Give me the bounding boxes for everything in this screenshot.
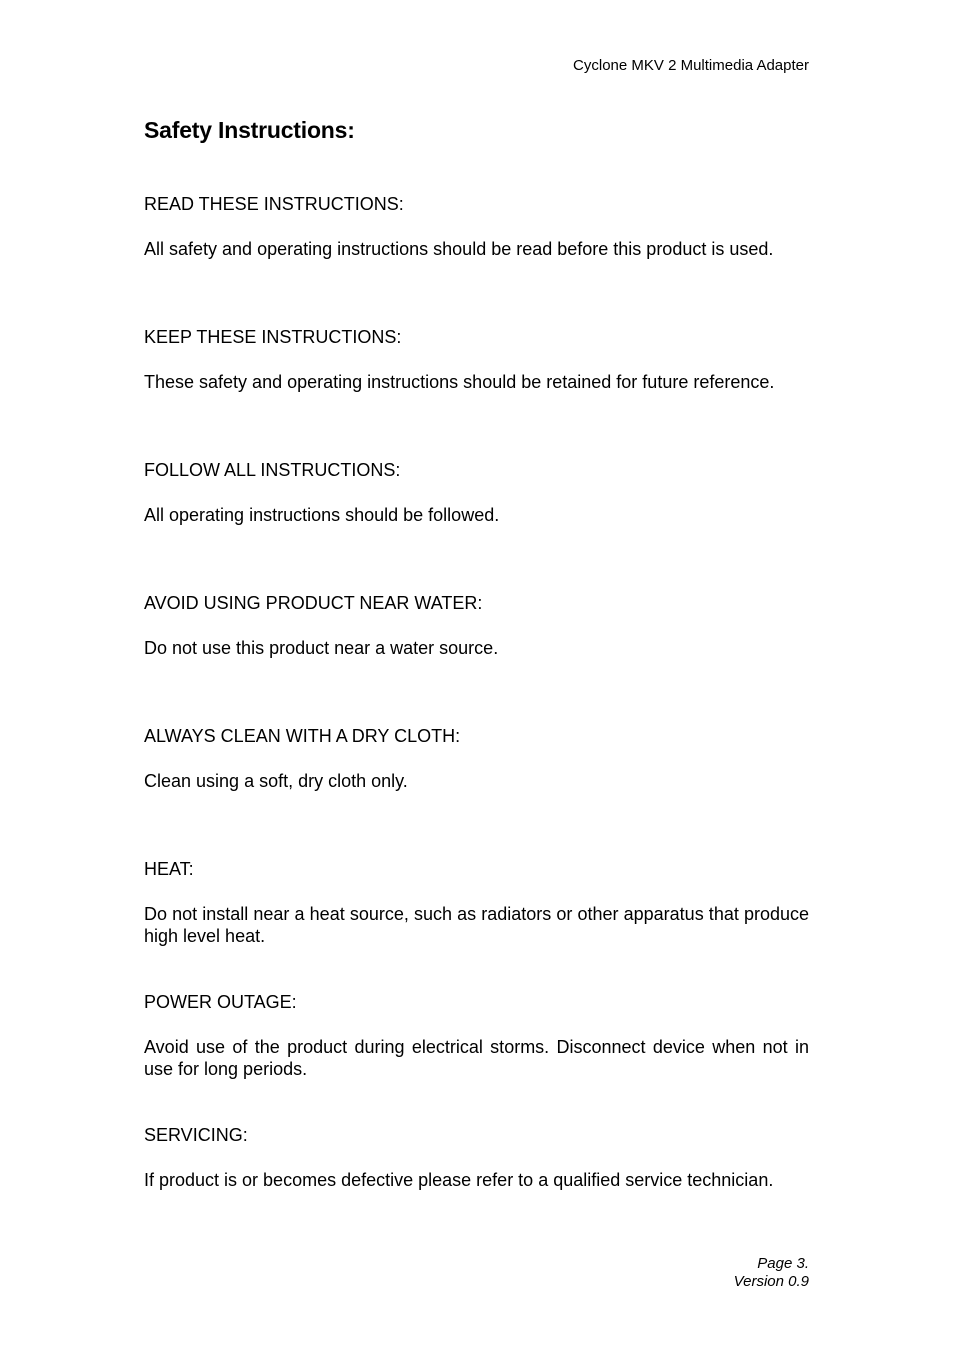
document-version: Version 0.9: [733, 1273, 809, 1290]
section-read-instructions: [144, 193, 809, 326]
section-power-outage: [144, 991, 809, 1124]
safety-sections: [144, 193, 809, 1257]
section-avoid-water: [144, 592, 809, 725]
section-body: If product is or becomes defective please refer to a qualified service technician.: [144, 1170, 774, 1190]
document-header-title: Cyclone MKV 2 Multimedia Adapter: [573, 57, 809, 74]
section-heading: ALWAYS CLEAN WITH A DRY CLOTH:: [144, 726, 461, 746]
section-body: Avoid use of the product during electrical storms. Disconnect device when not in use for long periods.: [144, 1037, 809, 1079]
section-heading: SERVICING:: [144, 1125, 248, 1145]
section-heading: READ THESE INSTRUCTIONS:: [144, 194, 404, 214]
section-dry-cloth: [144, 725, 809, 858]
section-body: Clean using a soft, dry cloth only.: [144, 771, 408, 791]
section-heading: POWER OUTAGE:: [144, 992, 297, 1012]
page-title: Safety Instructions:: [144, 117, 355, 143]
section-heading: KEEP THESE INSTRUCTIONS:: [144, 327, 402, 347]
section-body: Do not install near a heat source, such as radiators or other apparatus that produce high level heat.: [144, 904, 809, 946]
section-heading: FOLLOW ALL INSTRUCTIONS:: [144, 460, 401, 480]
section-heading: AVOID USING PRODUCT NEAR WATER:: [144, 593, 483, 613]
section-body: These safety and operating instructions should be retained for future reference.: [144, 372, 775, 392]
section-body: Do not use this product near a water source.: [144, 638, 499, 658]
section-body: All safety and operating instructions should be read before this product is used.: [144, 239, 774, 259]
section-servicing: [144, 1124, 809, 1257]
section-keep-instructions: [144, 326, 809, 459]
page-number: Page 3.: [757, 1255, 809, 1272]
section-follow-instructions: [144, 459, 809, 592]
page-footer: [734, 1255, 809, 1291]
section-body: All operating instructions should be followed.: [144, 505, 500, 525]
section-heading: HEAT:: [144, 859, 194, 879]
section-heat: [144, 858, 809, 991]
